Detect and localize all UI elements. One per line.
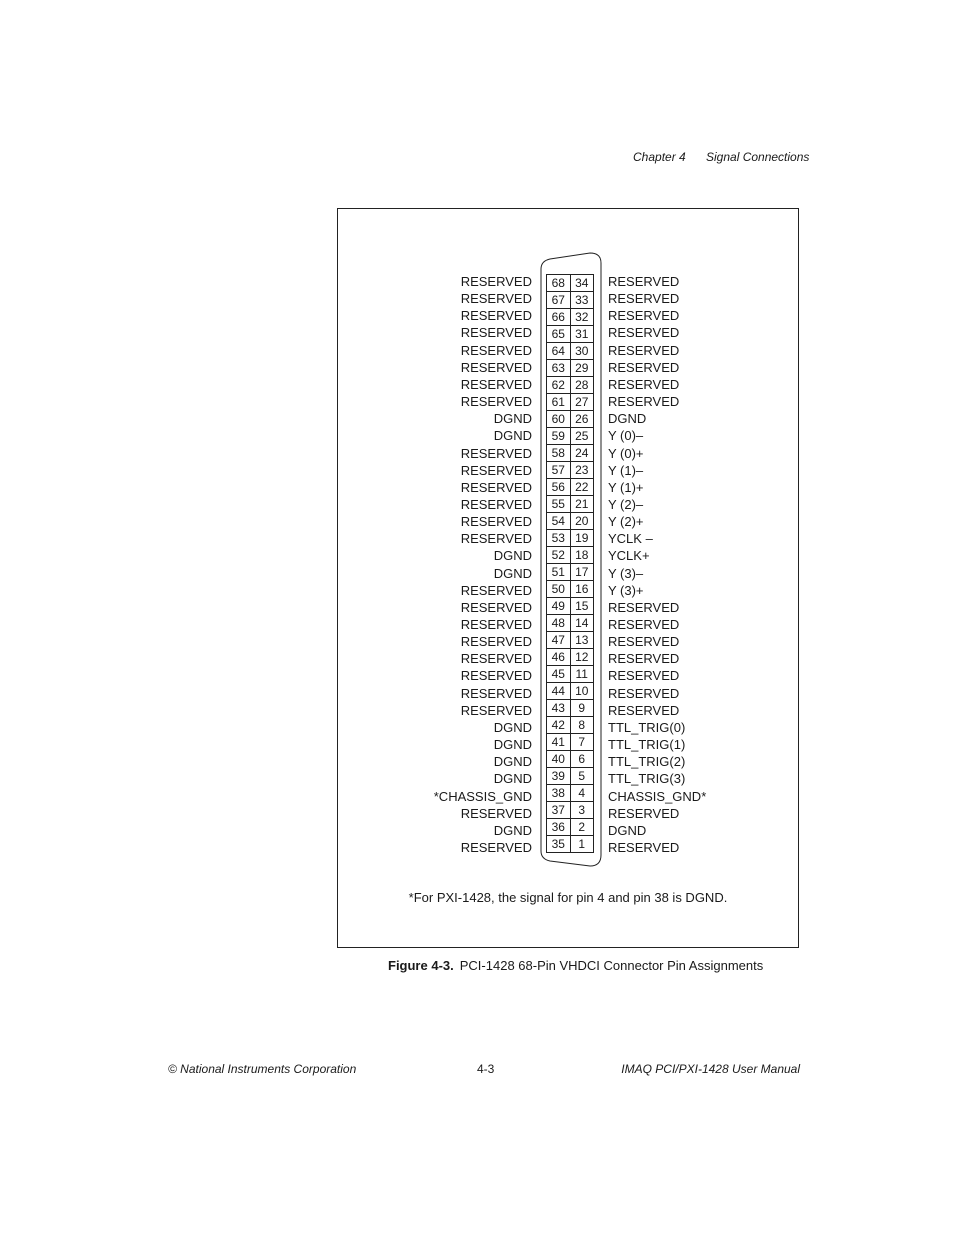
pin-row (547, 309, 594, 326)
footer-right: IMAQ PCI/PXI-1428 User Manual (621, 1062, 800, 1076)
signal-label-right: RESERVED (608, 685, 680, 701)
signal-label-right: Y (3)+ (608, 582, 644, 598)
pin-number-left: 57 (547, 462, 571, 479)
pin-number-left: 68 (547, 275, 571, 292)
pin-row (547, 360, 594, 377)
pin-row (547, 581, 594, 598)
pin-number-right: 28 (570, 377, 594, 394)
signal-label-right: RESERVED (608, 291, 680, 307)
pin-row (547, 700, 594, 717)
signal-label-right: YCLK – (608, 531, 653, 547)
pin-number-left: 58 (547, 445, 571, 462)
signal-label-right: YCLK+ (608, 548, 650, 564)
signal-label-right: Y (0)+ (608, 445, 644, 461)
pin-number-left: 67 (547, 292, 571, 309)
pin-number-right: 23 (570, 462, 594, 479)
signal-label-right: TTL_TRIG(2) (608, 754, 686, 770)
pin-row (547, 683, 594, 700)
signal-label-left: DGND (493, 719, 532, 735)
signal-label-right: RESERVED (608, 668, 680, 684)
pin-row (547, 411, 594, 428)
signal-label-left: RESERVED (460, 839, 532, 855)
pin-number-left: 48 (547, 615, 571, 632)
pin-row (547, 819, 594, 836)
pin-number-right: 19 (570, 530, 594, 547)
pin-row (547, 326, 594, 343)
signal-label-right: RESERVED (608, 394, 680, 410)
pin-number-right: 5 (570, 768, 594, 785)
signal-label-left: RESERVED (460, 479, 532, 495)
signal-label-right: RESERVED (608, 839, 680, 855)
signal-label-right: DGND (608, 411, 647, 427)
signal-label-left: RESERVED (460, 702, 532, 718)
pin-number-right: 16 (570, 581, 594, 598)
pin-number-left: 61 (547, 394, 571, 411)
pin-number-right: 17 (570, 564, 594, 581)
signal-label-left: RESERVED (460, 291, 532, 307)
signal-label-left: DGND (493, 428, 532, 444)
pin-number-right: 9 (570, 700, 594, 717)
pin-number-left: 45 (547, 666, 571, 683)
pin-number-left: 37 (547, 802, 571, 819)
page-number: 4-3 (477, 1062, 495, 1076)
signal-label-right: RESERVED (608, 342, 680, 358)
signal-label-left: RESERVED (460, 634, 532, 650)
signal-label-right: RESERVED (608, 617, 680, 632)
pin-row (547, 462, 594, 479)
pin-number-right: 27 (570, 394, 594, 411)
pin-row (547, 343, 594, 360)
pin-number-right: 12 (570, 649, 594, 666)
pin-number-left: 42 (547, 717, 571, 734)
signal-label-right: TTL_TRIG(1) (608, 737, 686, 753)
signal-label-left: RESERVED (460, 359, 532, 375)
pin-number-right: 29 (570, 360, 594, 377)
pin-number-right: 20 (570, 513, 594, 530)
header-section: Signal Connections (706, 150, 810, 164)
signal-label-right: TTL_TRIG(0) (608, 719, 686, 735)
pin-row (547, 836, 594, 853)
pin-number-right: 6 (570, 751, 594, 768)
signal-label-right: RESERVED (608, 325, 680, 341)
signal-label-left: DGND (493, 771, 532, 787)
signal-label-left: RESERVED (460, 599, 532, 615)
caption-text: PCI-1428 68-Pin VHDCI Connector Pin Assignments (459, 958, 764, 973)
signal-label-right: RESERVED (608, 376, 680, 392)
pin-row (547, 292, 594, 309)
pin-row (547, 428, 594, 445)
caption-label: Figure 4-3. (388, 958, 454, 973)
signal-label-right: TTL_TRIG(3) (608, 771, 686, 787)
footer-left: © National Instruments Corporation (168, 1062, 357, 1076)
pin-number-right: 18 (570, 547, 594, 564)
pin-number-right: 15 (570, 598, 594, 615)
pin-row (547, 547, 594, 564)
signal-label-left: RESERVED (460, 531, 532, 547)
signal-label-right: RESERVED (608, 359, 680, 375)
pin-number-right: 14 (570, 615, 594, 632)
signal-label-left: RESERVED (460, 496, 532, 512)
pin-number-left: 66 (547, 309, 571, 326)
signal-label-left: DGND (493, 548, 532, 564)
pin-number-left: 62 (547, 377, 571, 394)
pin-number-left: 53 (547, 530, 571, 547)
pin-row (547, 649, 594, 666)
pin-number-left: 51 (547, 564, 571, 581)
signal-label-right: RESERVED (608, 308, 680, 324)
pin-row (547, 802, 594, 819)
signal-label-right: Y (2)+ (608, 514, 644, 530)
pin-number-left: 41 (547, 734, 571, 751)
pin-row (547, 751, 594, 768)
signal-label-right: Y (1)– (608, 462, 644, 478)
signal-label-left: DGND (493, 822, 532, 838)
signal-label-right: Y (0)– (608, 428, 644, 444)
pin-number-left: 49 (547, 598, 571, 615)
pin-row (547, 394, 594, 411)
pin-number-right: 34 (570, 275, 594, 292)
signal-label-right: RESERVED (608, 702, 680, 718)
signal-label-left: RESERVED (460, 617, 532, 632)
signal-label-left: RESERVED (460, 651, 532, 667)
signal-label-right: Y (1)+ (608, 479, 644, 495)
pin-number-left: 65 (547, 326, 571, 343)
pin-number-right: 21 (570, 496, 594, 513)
pin-row (547, 632, 594, 649)
pin-row (547, 496, 594, 513)
pin-number-left: 38 (547, 785, 571, 802)
signal-label-left: *CHASSIS_GND (433, 788, 532, 804)
signal-label-right: RESERVED (608, 651, 680, 667)
pin-row (547, 785, 594, 802)
signal-label-right: Y (3)– (608, 565, 644, 581)
signal-label-right: RESERVED (608, 634, 680, 650)
signal-label-left: RESERVED (460, 514, 532, 530)
pin-number-right: 10 (570, 683, 594, 700)
pin-row (547, 513, 594, 530)
pin-number-right: 33 (570, 292, 594, 309)
signal-label-left: DGND (493, 754, 532, 770)
pin-number-left: 40 (547, 751, 571, 768)
pin-number-left: 54 (547, 513, 571, 530)
pin-number-right: 30 (570, 343, 594, 360)
signal-label-left: RESERVED (460, 394, 532, 410)
signal-label-left: DGND (493, 737, 532, 753)
signal-label-left: DGND (493, 411, 532, 427)
pin-number-right: 8 (570, 717, 594, 734)
signal-label-left: RESERVED (460, 342, 532, 358)
header-chapter: Chapter 4 (633, 150, 686, 164)
pin-number-left: 60 (547, 411, 571, 428)
signal-label-right: RESERVED (608, 805, 680, 821)
pin-number-left: 44 (547, 683, 571, 700)
signal-label-left: RESERVED (460, 308, 532, 324)
pin-number-left: 56 (547, 479, 571, 496)
pin-number-right: 2 (570, 819, 594, 836)
pin-number-right: 11 (570, 666, 594, 683)
signal-label-right: DGND (608, 822, 647, 838)
pin-number-left: 35 (547, 836, 571, 853)
signal-label-left: RESERVED (460, 325, 532, 341)
pin-row (547, 734, 594, 751)
pin-number-left: 50 (547, 581, 571, 598)
signal-label-right: RESERVED (608, 599, 680, 615)
pin-row (547, 479, 594, 496)
signal-label-left: RESERVED (460, 274, 532, 289)
figure-footnote: *For PXI-1428, the signal for pin 4 and pin 38 is DGND. (408, 890, 728, 905)
pin-number-right: 25 (570, 428, 594, 445)
pin-number-right: 4 (570, 785, 594, 802)
pin-number-left: 43 (547, 700, 571, 717)
pin-row (547, 564, 594, 581)
signal-label-right: RESERVED (608, 274, 680, 289)
pin-row (547, 530, 594, 547)
pin-number-right: 31 (570, 326, 594, 343)
pin-number-right: 22 (570, 479, 594, 496)
signal-label-right: CHASSIS_GND* (608, 788, 707, 804)
signal-label-right: Y (2)– (608, 496, 644, 512)
pin-number-left: 59 (547, 428, 571, 445)
signal-label-left: RESERVED (460, 462, 532, 478)
pin-number-left: 36 (547, 819, 571, 836)
pin-row (547, 615, 594, 632)
pin-number-right: 13 (570, 632, 594, 649)
pin-number-left: 47 (547, 632, 571, 649)
signal-label-left: RESERVED (460, 685, 532, 701)
figure-caption (388, 958, 763, 973)
pin-row (547, 598, 594, 615)
pin-number-left: 55 (547, 496, 571, 513)
pin-row (547, 666, 594, 683)
pin-number-right: 32 (570, 309, 594, 326)
signal-label-left: RESERVED (460, 582, 532, 598)
figure-frame (337, 208, 799, 948)
pin-row (547, 768, 594, 785)
pin-number-left: 46 (547, 649, 571, 666)
pin-number-left: 52 (547, 547, 571, 564)
pin-number-right: 24 (570, 445, 594, 462)
signal-label-left: RESERVED (460, 376, 532, 392)
pin-number-left: 63 (547, 360, 571, 377)
signal-label-left: RESERVED (460, 445, 532, 461)
pin-row (547, 717, 594, 734)
pin-number-right: 26 (570, 411, 594, 428)
pin-number-left: 39 (547, 768, 571, 785)
pin-number-right: 3 (570, 802, 594, 819)
pin-number-right: 1 (570, 836, 594, 853)
pin-number-left: 64 (547, 343, 571, 360)
pin-row (547, 275, 594, 292)
pin-number-right: 7 (570, 734, 594, 751)
signal-label-left: RESERVED (460, 668, 532, 684)
pin-row (547, 445, 594, 462)
signal-label-left: RESERVED (460, 805, 532, 821)
signal-label-left: DGND (493, 565, 532, 581)
pin-row (547, 377, 594, 394)
pin-table (546, 274, 594, 853)
